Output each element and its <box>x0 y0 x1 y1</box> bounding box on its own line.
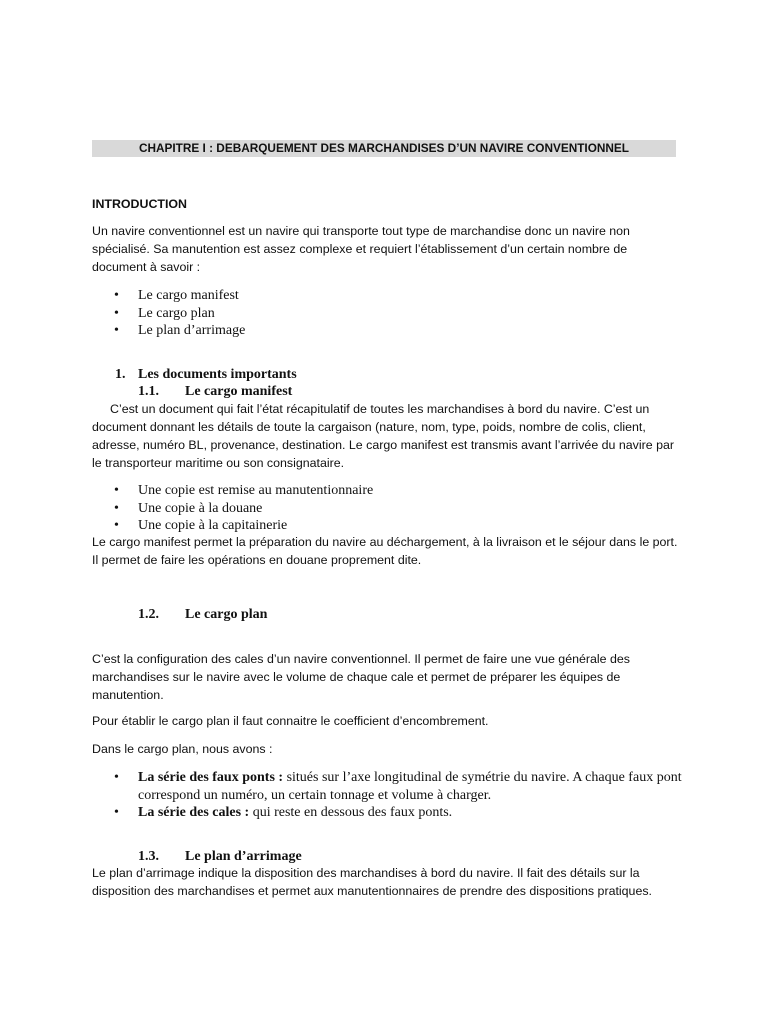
subsection-title: Le cargo plan <box>185 607 268 622</box>
bullet-icon: • <box>114 483 119 498</box>
list-item: • Une copie à la capitainerie <box>114 518 288 533</box>
subsection-title: Le plan d’arrimage <box>185 849 302 864</box>
subsection-number: 1.1. <box>138 384 159 399</box>
subsection-title: Le cargo manifest <box>185 384 293 399</box>
cargo-manifest-paragraph: C’est un document qui fait l’état récapitulatif de toutes les marchandises à bord du navire. C’est un document donnant les détails de toute la cargaison (nature, nom, type, poids, nombre de colis, client, adresse, numéro BL, provenance, destination. Le cargo manifest est transmis avant l’arrivée du navire par le transporteur maritime ou son consignataire. <box>92 402 674 470</box>
bullet-icon: • <box>114 323 119 338</box>
cargo-plan-paragraph-2: Pour établir le cargo plan il faut connaitre le coefficient d’encombrement. <box>92 714 489 728</box>
cargo-plan-paragraph: C’est la configuration des cales d’un navire conventionnel. Il permet de faire une vue générale des marchandises sur le navire avec le volume de chaque cale et permet de préparer les équipes de manutention. <box>92 652 630 702</box>
list-item: • Une copie est remise au manutentionnaire <box>114 483 374 498</box>
list-item: • La série des cales : qui reste en dessous des faux ponts. <box>114 805 453 820</box>
subsection-1-2-heading <box>138 606 267 624</box>
cargo-manifest-bullet-list <box>92 482 373 535</box>
subsection-1-1-heading <box>138 383 292 401</box>
bullet-icon: • <box>114 518 119 533</box>
section-number: 1. <box>115 367 126 382</box>
plan-arrimage-paragraph: Le plan d’arrimage indique la disposition des marchandises à bord du navire. Il fait des détails sur la disposition des marchandises et permet aux manutentionnaires de prendre des dispositions pratiques. <box>92 866 652 898</box>
subsection-number: 1.3. <box>138 849 159 864</box>
bullet-icon: • <box>114 288 119 303</box>
list-item: • La série des faux ponts : situés sur l’axe longitudinal de symétrie du navire. A chaque faux pont correspond un numéro, un certain tonnage et volume à charger. <box>114 770 682 803</box>
bullet-icon: • <box>114 805 119 820</box>
intro-bullet-list <box>92 287 245 340</box>
list-item: • Le cargo manifest <box>114 288 239 303</box>
intro-paragraph: Un navire conventionnel est un navire qui transporte tout type de marchandise donc un navire non spécialisé. Sa manutention est assez complexe et requiert l’établissement d’un certain nombre de document à savoir : <box>92 224 630 274</box>
list-item: • Une copie à la douane <box>114 500 263 516</box>
list-item: • Le cargo plan <box>114 305 215 321</box>
list-item: • Le plan d’arrimage <box>114 323 246 338</box>
section-1-heading <box>115 366 297 384</box>
intro-heading: INTRODUCTION <box>92 197 187 211</box>
section-title: Les documents importants <box>138 367 297 382</box>
cargo-plan-bullet-list <box>92 769 692 822</box>
cargo-plan-paragraph-3: Dans le cargo plan, nous avons : <box>92 742 273 756</box>
bullet-icon: • <box>114 770 119 785</box>
subsection-1-3-heading <box>138 848 302 866</box>
chapter-title: CHAPITRE I : DEBARQUEMENT DES MARCHANDISES D’UN NAVIRE CONVENTIONNEL <box>92 140 676 157</box>
bullet-icon: • <box>114 305 119 321</box>
subsection-number: 1.2. <box>138 607 159 622</box>
bullet-icon: • <box>114 500 119 516</box>
cargo-manifest-paragraph-2: Le cargo manifest permet la préparation du navire au déchargement, à la livraison et le séjour dans le port. Il permet de faire les opérations en douane proprement dite. <box>92 535 678 567</box>
